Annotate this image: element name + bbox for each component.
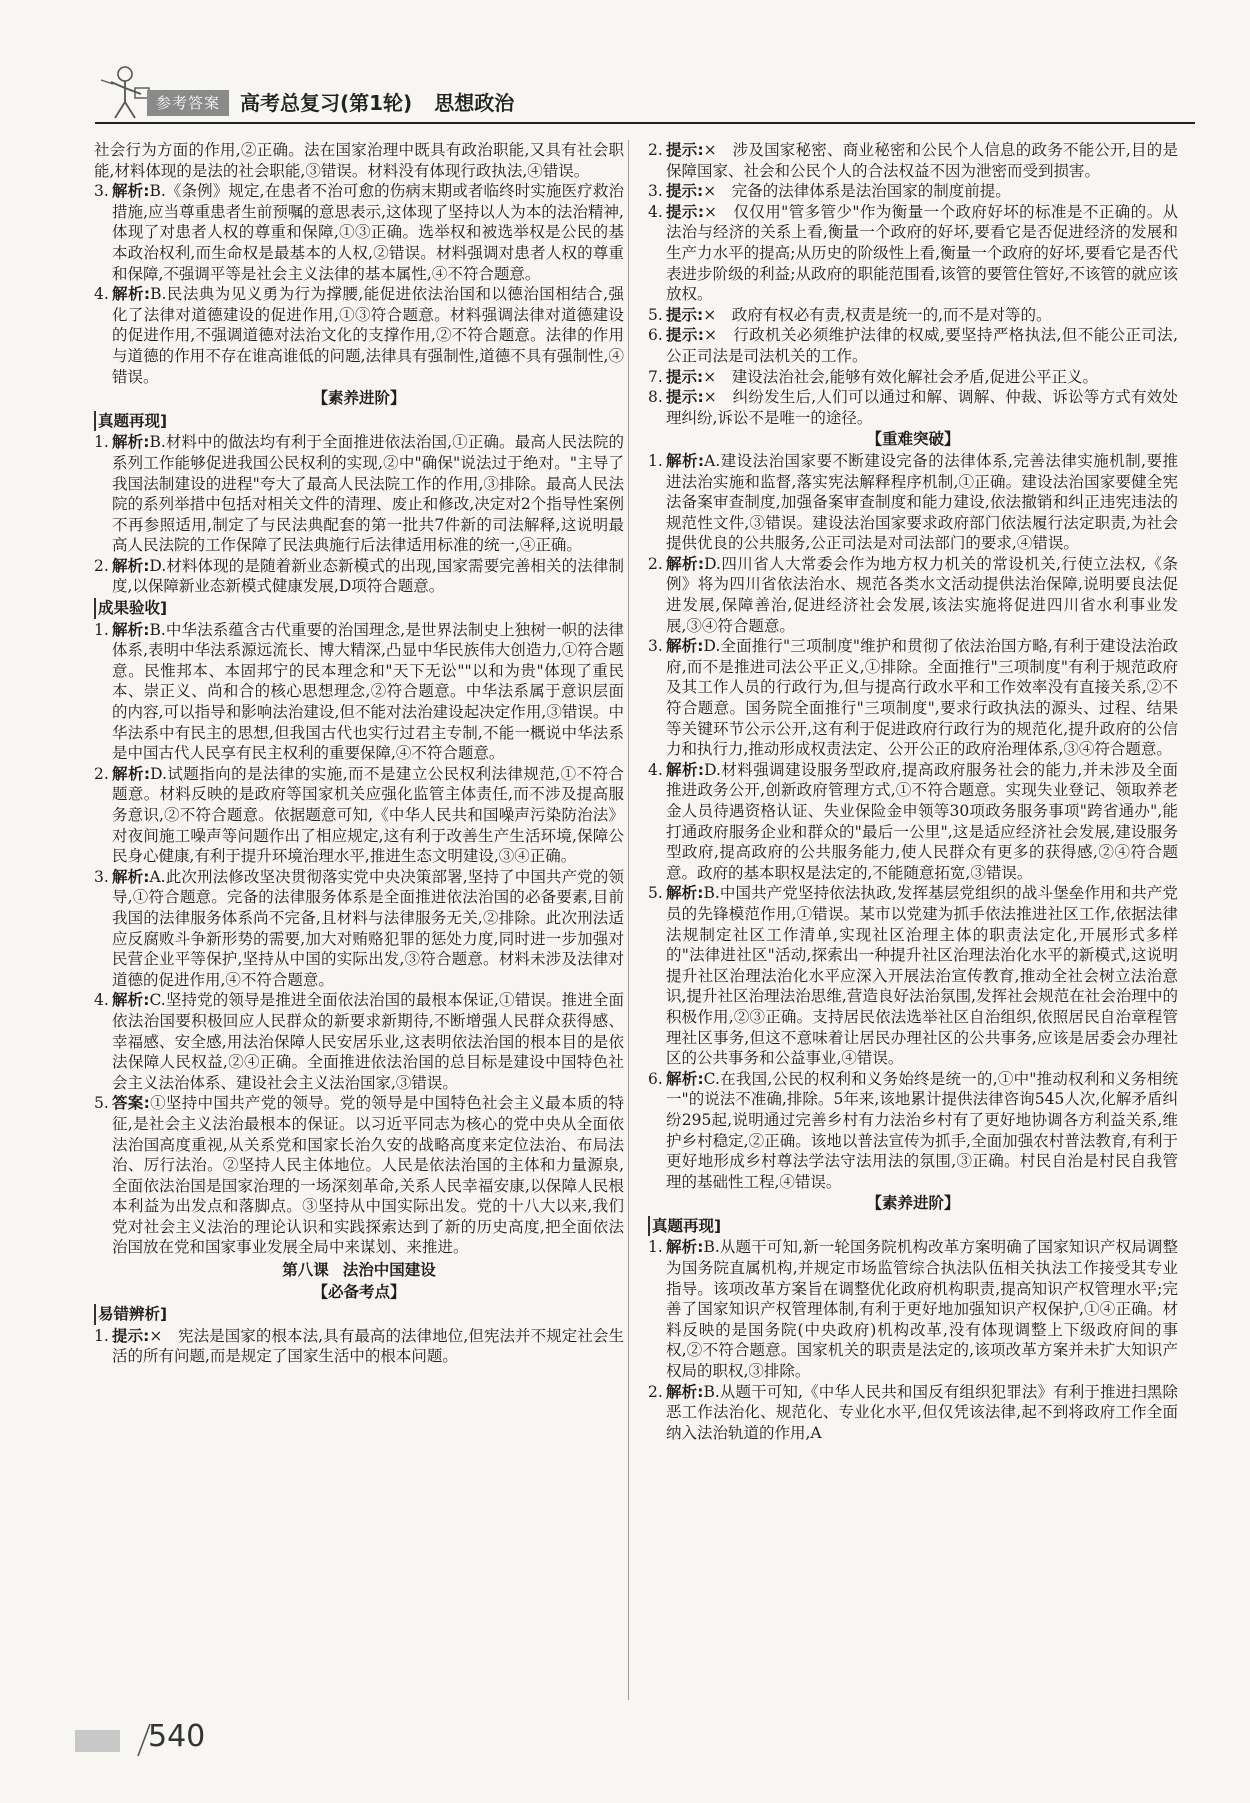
item-lead: 答案:	[112, 1094, 150, 1113]
answer-item	[648, 883, 1178, 1068]
answer-item	[94, 1326, 624, 1367]
answer-item	[648, 140, 1178, 181]
item-number: 5.	[94, 1094, 109, 1113]
left-column	[94, 140, 624, 1367]
subsection-heading: 真题再现]	[94, 411, 165, 432]
item-number: 8.	[648, 388, 663, 407]
answer-item	[648, 636, 1178, 760]
item-lead: 解析:	[112, 182, 150, 201]
answer-item	[94, 867, 624, 991]
subsection-label: 真题再现	[652, 1216, 715, 1235]
item-lead: 解析:	[112, 285, 151, 304]
item-number: 6.	[648, 1069, 663, 1088]
item-text: × 完备的法律体系是法治国家的制度前提。	[703, 182, 1011, 201]
answer-item	[648, 554, 1178, 636]
section-heading: 【重难突破】	[866, 430, 960, 449]
page-number: 540	[148, 1719, 206, 1754]
item-lead: 解析:	[112, 620, 150, 639]
continued-paragraph: 社会行为方面的作用,②正确。法在国家治理中既具有政治职能,又具有社会职能,材料体现的是法的社会职能,③错误。材料没有体现行政执法,④错误。	[94, 141, 624, 180]
item-number: 4.	[648, 760, 663, 779]
subsection-heading: 真题再现]	[648, 1216, 719, 1237]
lesson-number: 第八课	[282, 1261, 329, 1280]
footer-decor-block	[75, 1730, 120, 1752]
item-text: A.建设法治国家要不断建设完备的法律体系,完善法律实施机制,要推进法治实施和监督,落实宪法解释程序机制,①正确。建设法治国家要健全宪法备案审查制度,加强备案审查制度和能力建设,依法撤销和纠正违宪违法的规范性文件,③错误。建设法治国家要求政府部门依法履行法定职责,为社会提供优良的公共服务,公正司法是对司法部门的要求,④错误。	[666, 451, 1178, 553]
answer-item	[648, 1382, 1178, 1444]
item-lead: 解析:	[666, 884, 704, 903]
answer-item	[94, 556, 624, 597]
item-number: 3.	[94, 182, 109, 201]
subject-name: 思想政治	[434, 91, 515, 115]
answer-item	[94, 432, 624, 556]
item-lead: 解析:	[112, 991, 150, 1010]
answer-item	[648, 1069, 1178, 1193]
item-text: B.《条例》规定,在患者不治可愈的伤病末期或者临终时实施医疗救治措施,应当尊重患者生前预嘱的意思表示,这体现了坚持以人为本的法治精神,体现了对患者人权的尊重和保障,①③正确。选举权和被选举权是公民的基本政治权利,而生命权是最基本的人权,②错误。材料强调对患者人权的尊重和保障,不强调平等是社会主义法律的基本属性,④不符合题意。	[112, 182, 624, 283]
item-number: 4.	[94, 285, 109, 304]
item-number: 3.	[94, 867, 109, 886]
item-lead: 解析:	[666, 1382, 704, 1401]
item-lead: 解析:	[666, 1069, 704, 1088]
answer-item	[94, 181, 624, 284]
answer-item	[648, 1237, 1178, 1381]
answer-tag: 参考答案	[147, 90, 229, 116]
answer-item	[648, 305, 1178, 326]
item-number: 4.	[94, 991, 109, 1010]
item-text: B.材料中的做法均有利于全面推进依法治国,①正确。最高人民法院的系列工作能够促进我国公民权利的实现,②中"确保"说法过于绝对。"主导了我国法制建设的进程"夸大了最高人民法院工作的作用,③排除。最高人民法院的系列举措中包括对相关文件的清理、废止和修改,决定对2个指导性案例不再参照适用,制定了与民法典配套的第一批共7件新的司法解释,这说明最高人民法院的工作保障了民法典施行后法律适用标准的统一,④正确。	[112, 433, 624, 555]
item-text: D.四川省人大常委会作为地方权力机关的常设机关,行使立法权,《条例》将为四川省依法治水、规范各类水文活动提供法治保障,说明要良法促进发展,保障善治,促进经济社会发展,该法实施将促进四川省水利事业发展,③④符合题意。	[666, 554, 1178, 635]
answer-item	[648, 367, 1178, 388]
item-number: 3.	[648, 637, 663, 656]
item-text: × 涉及国家秘密、商业秘密和公民个人信息的政务不能公开,目的是保障国家、社会和公民个人的合法权益不因为泄密而受到损害。	[666, 141, 1179, 180]
item-lead: 解析:	[666, 554, 705, 573]
item-lead: 解析:	[666, 637, 704, 656]
subsection-heading: 成果验收]	[94, 598, 165, 619]
section-heading: 【必备考点】	[312, 1282, 406, 1301]
book-title	[240, 87, 514, 116]
subsection-heading: 易错辨析]	[94, 1304, 165, 1325]
item-text: B.民法典为见义勇为行为撑腰,能促进依法治国和以德治国相结合,强化了法律对道德建设的促进作用,①③符合题意。材料强调法律对道德建设的促进作用,不强调道德对法治文化的支撑作用,②不符合题意。法律的作用与道德的作用不存在谁高谁低的问题,法律具有强制性,道德不具有强制性,④错误。	[112, 285, 624, 386]
answer-item	[648, 760, 1178, 884]
item-lead: 解析:	[112, 867, 150, 886]
item-number: 6.	[648, 326, 663, 345]
reading-figure-icon	[95, 60, 155, 122]
answer-item	[94, 284, 624, 387]
item-text: × 建设法治社会,能够有效化解社会矛盾,促进公平正义。	[703, 367, 1099, 386]
item-text: × 仅仅用"管多管少"作为衡量一个政府好坏的标准是不正确的。从法治与经济的关系上看,衡量一个政府的好坏,要看它是否促进经济的发展和生产力水平的提高;从历史的阶级性上看,衡量一个政府的好坏,要看它是否代表进步阶级的利益;从政府的职能范围看,该管的要管住管好,不该管的就应该放权。	[666, 202, 1178, 304]
item-text: × 纠纷发生后,人们可以通过和解、调解、仲裁、诉讼等方式有效处理纠纷,诉讼不是唯一的途径。	[666, 388, 1179, 427]
item-text: D.全面推行"三项制度"维护和贯彻了依法治国方略,有利于建设法治政府,而不是推进司法公平正义,①排除。全面推行"三项制度"有利于规范政府及其工作人员的行政行为,但与提高行政水平和工作效率没有直接关系,②不符合题意。国务院全面推行"三项制度",要求行政执法的源头、过程、结果等关键环节公示公开,这有利于促进政府行政行为的规范化,提升政府的公信力和执行力,推动形成权责法定、公开公正的政府治理体系,③④符合题意。	[666, 637, 1178, 759]
lesson-name: 法治中国建设	[342, 1261, 436, 1280]
item-lead: 提示:	[666, 367, 704, 386]
subsection-label: 易错辨析	[98, 1305, 161, 1324]
item-number: 5.	[648, 305, 663, 324]
item-lead: 提示:	[666, 182, 704, 201]
item-number: 1.	[648, 1238, 663, 1257]
item-number: 2.	[648, 554, 663, 573]
section-heading: 【素养进阶】	[866, 1194, 960, 1213]
item-text: ①坚持中国共产党的领导。党的领导是中国特色社会主义最本质的特征,是社会主义法治最根本的保证。以习近平同志为核心的党中央从全面依法治国高度重视,从关系党和国家长治久安的战略高度来定位法治、布局法治、厉行法治。②坚持人民主体地位。人民是依法治国的主体和力量源泉,全面依法治国是国家治理的一场深刻革命,关系人民幸福安康,以保障人民根本利益为出发点和落脚点。③坚持从中国实际出发。党的十八大以来,我们党对社会主义法治的理论认识和实践探索达到了新的历史高度,把全面依法治国放在党和国家事业发展全局中来谋划、来推进。	[112, 1094, 624, 1257]
item-number: 5.	[648, 884, 663, 903]
item-text: × 行政机关必须维护法律的权威,要坚持严格执法,但不能公正司法,公正司法是司法机关的工作。	[666, 326, 1178, 365]
item-number: 1.	[94, 433, 109, 452]
item-lead: 解析:	[666, 1238, 704, 1257]
item-number: 2.	[648, 141, 663, 159]
item-number: 1.	[94, 620, 109, 639]
item-lead: 提示:	[666, 141, 704, 159]
subsection-label: 成果验收	[98, 599, 161, 618]
answer-item	[648, 202, 1178, 305]
item-number: 2.	[94, 764, 109, 783]
item-lead: 提示:	[112, 1326, 150, 1345]
item-text: C.在我国,公民的权利和义务始终是统一的,①中"推动权利和义务相统一"的说法不准确,排除。5年来,该地累计提供法律咨询545人次,化解矛盾纠纷295起,说明通过完善乡村有力法治乡村有了更好地协调各方利益关系,维护乡村稳定,②正确。该地以普法宣传为抓手,全面加强农村普法教育,有利于更好地形成乡村尊法学法守法用法的氛围,③正确。村民自治是村民自我管理的基础性工程,④错误。	[666, 1069, 1178, 1191]
column-divider	[628, 140, 629, 1700]
item-number: 1.	[648, 451, 663, 470]
lesson-title	[94, 1260, 624, 1281]
answer-item	[648, 451, 1178, 554]
item-lead: 解析:	[112, 433, 150, 452]
subsection-label: 真题再现	[98, 411, 161, 430]
item-number: 3.	[648, 182, 663, 201]
page-header	[95, 60, 1195, 130]
item-text: D.试题指向的是法律的实施,而不是建立公民权利法律规范,①不符合题意。材料反映的是政府等国家机关应强化监管主体责任,而不涉及提高服务意识,②不符合题意。依据题意可知,《中华人民共和国噪声污染防治法》对夜间施工噪声等问题作出了相应规定,这有利于改善生产生活环境,保障公民身心健康,有利于提升环境治理水平,推进生态文明建设,③④正确。	[112, 764, 624, 866]
item-text: B.从题干可知,《中华人民共和国反有组织犯罪法》有利于推进扫黑除恶工作法治化、规范化、专业化水平,但仅凭该法律,起不到将政府工作全面纳入法治轨道的作用,A	[666, 1382, 1178, 1442]
item-number: 2.	[648, 1382, 663, 1401]
item-text: D.材料体现的是随着新业态新模式的出现,国家需要完善相关的法律制度,以保障新业态新模式健康发展,D项符合题意。	[112, 556, 624, 596]
item-text: B.从题干可知,新一轮国务院机构改革方案明确了国家知识产权局调整为国务院直属机构,并规定市场监管综合执法队伍相关执法工作接受其专业指导。该项改革方案旨在调整优化政府机构职责,提高知识产权管理水平;完善了国家知识产权管理体制,有利于更好地加强知识产权保护,①④正确。材料反映的是国务院(中央政府)机构改革,没有体现调整上下级政府间的事权,②不符合题意。国家机关的职责是法定的,该项改革方案并未扩大知识产权局的职权,③排除。	[666, 1238, 1178, 1381]
section-heading: 【素养进阶】	[312, 389, 406, 408]
answer-item	[648, 387, 1178, 428]
item-text: B.中华法系蕴含古代重要的治国理念,是世界法制史上独树一帜的法律体系,表明中华法系源远流长、博大精深,凸显中华民族伟大创造力,①符合题意。民惟邦本、本固邦宁的民本理念和"天下无讼""以和为贵"体现了重民本、崇正义、尚和合的核心思想理念,②符合题意。中华法系属于意识层面的内容,可以指导和影响法治建设,但不能对法治建设起决定作用,③错误。中华法系中有民主的思想,但我国古代也实行过君主专制,不能一概说中华法系是中国古代人民享有民主权利的重要保障,④不符合题意。	[112, 620, 624, 763]
item-lead: 提示:	[666, 305, 704, 324]
item-text: A.此次刑法修改坚决贯彻落实党中央决策部署,坚持了中国共产党的领导,①符合题意。完备的法律服务体系是全面推进依法治国的必备要素,目前我国的法律服务体系尚不完备,且材料与法律服务无关,②排除。此次刑法适应反腐败斗争新形势的需要,加大对贿赂犯罪的惩处力度,同时进一步加强对民营企业平等保护,坚持从中国的实际出发,③符合题意。材料未涉及法律对道德的促进作用,④不符合题意。	[112, 867, 624, 989]
item-lead: 解析:	[666, 451, 705, 470]
right-column	[648, 140, 1178, 1443]
item-lead: 提示:	[666, 326, 704, 345]
answer-item	[648, 181, 1178, 202]
answer-item	[94, 1093, 624, 1258]
item-lead: 解析:	[112, 764, 151, 783]
answer-item	[648, 325, 1178, 366]
item-text: C.坚持党的领导是推进全面依法治国的最根本保证,①错误。推进全面依法治国要积极回应人民群众的新要求新期待,不断增强人民群众获得感、幸福感、安全感,用法治保障人民安居乐业,这表明依法治国的根本目的是依法保障人民权益,②④正确。全面推进依法治国的总目标是建设中国特色社会主义法治体系、建设社会主义法治国家,③错误。	[112, 991, 624, 1092]
answer-item	[94, 620, 624, 764]
book-title-text: 高考总复习(第1轮)	[240, 91, 413, 115]
item-number: 2.	[94, 556, 109, 575]
item-text: × 宪法是国家的根本法,具有最高的法律地位,但宪法并不规定社会生活的所有问题,而是规定了国家生活中的根本问题。	[112, 1326, 625, 1366]
item-lead: 提示:	[666, 202, 705, 221]
item-number: 4.	[648, 202, 663, 221]
item-number: 1.	[94, 1326, 109, 1345]
item-text: B.中国共产党坚持依法执政,发挥基层党组织的战斗堡垒作用和共产党员的先锋模范作用,①错误。某市以党建为抓手依法推进社区工作,依据法律法规制定社区工作清单,实现社区治理主体的职责法定化,开展形式多样的"法律进社区"活动,探索出一种提升社区治理法治化水平的新模式,这说明提升社区治理法治化水平应深入开展法治宣传教育,推动全社会树立法治意识,提升社区治理法治思维,营造良好法治氛围,发挥社会规范在社会治理中的积极作用,②③正确。支持居民依法选举社区自治组织,依照居民自治章程管理社区事务,但这不意味着让居民办理社区的公共事务,应该是居委会办理社区的公共事务和公益事业,④错误。	[666, 884, 1178, 1068]
item-number: 7.	[648, 367, 663, 386]
header-rule	[95, 122, 1195, 124]
item-text: D.材料强调建设服务型政府,提高政府服务社会的能力,并未涉及全面推进政务公开,创新政府管理方式,①不符合题意。实现失业登记、领取养老金人员待遇资格认证、失业保险金申领等30项政务服务事项"跨省通办",能打通政府服务企业和群众的"最后一公里",这是适应经济社会发展,建设服务型政府,提高政府的公共服务能力,使人民群众有更多的获得感,②④符合题意。政府的基本职权是法定的,不能随意拓宽,③错误。	[666, 760, 1178, 882]
item-lead: 提示:	[666, 388, 704, 407]
item-lead: 解析:	[666, 760, 705, 779]
item-lead: 解析:	[112, 556, 150, 575]
answer-item	[94, 990, 624, 1093]
item-text: × 政府有权必有责,权责是统一的,而不是对等的。	[703, 305, 1052, 324]
answer-item	[94, 764, 624, 867]
